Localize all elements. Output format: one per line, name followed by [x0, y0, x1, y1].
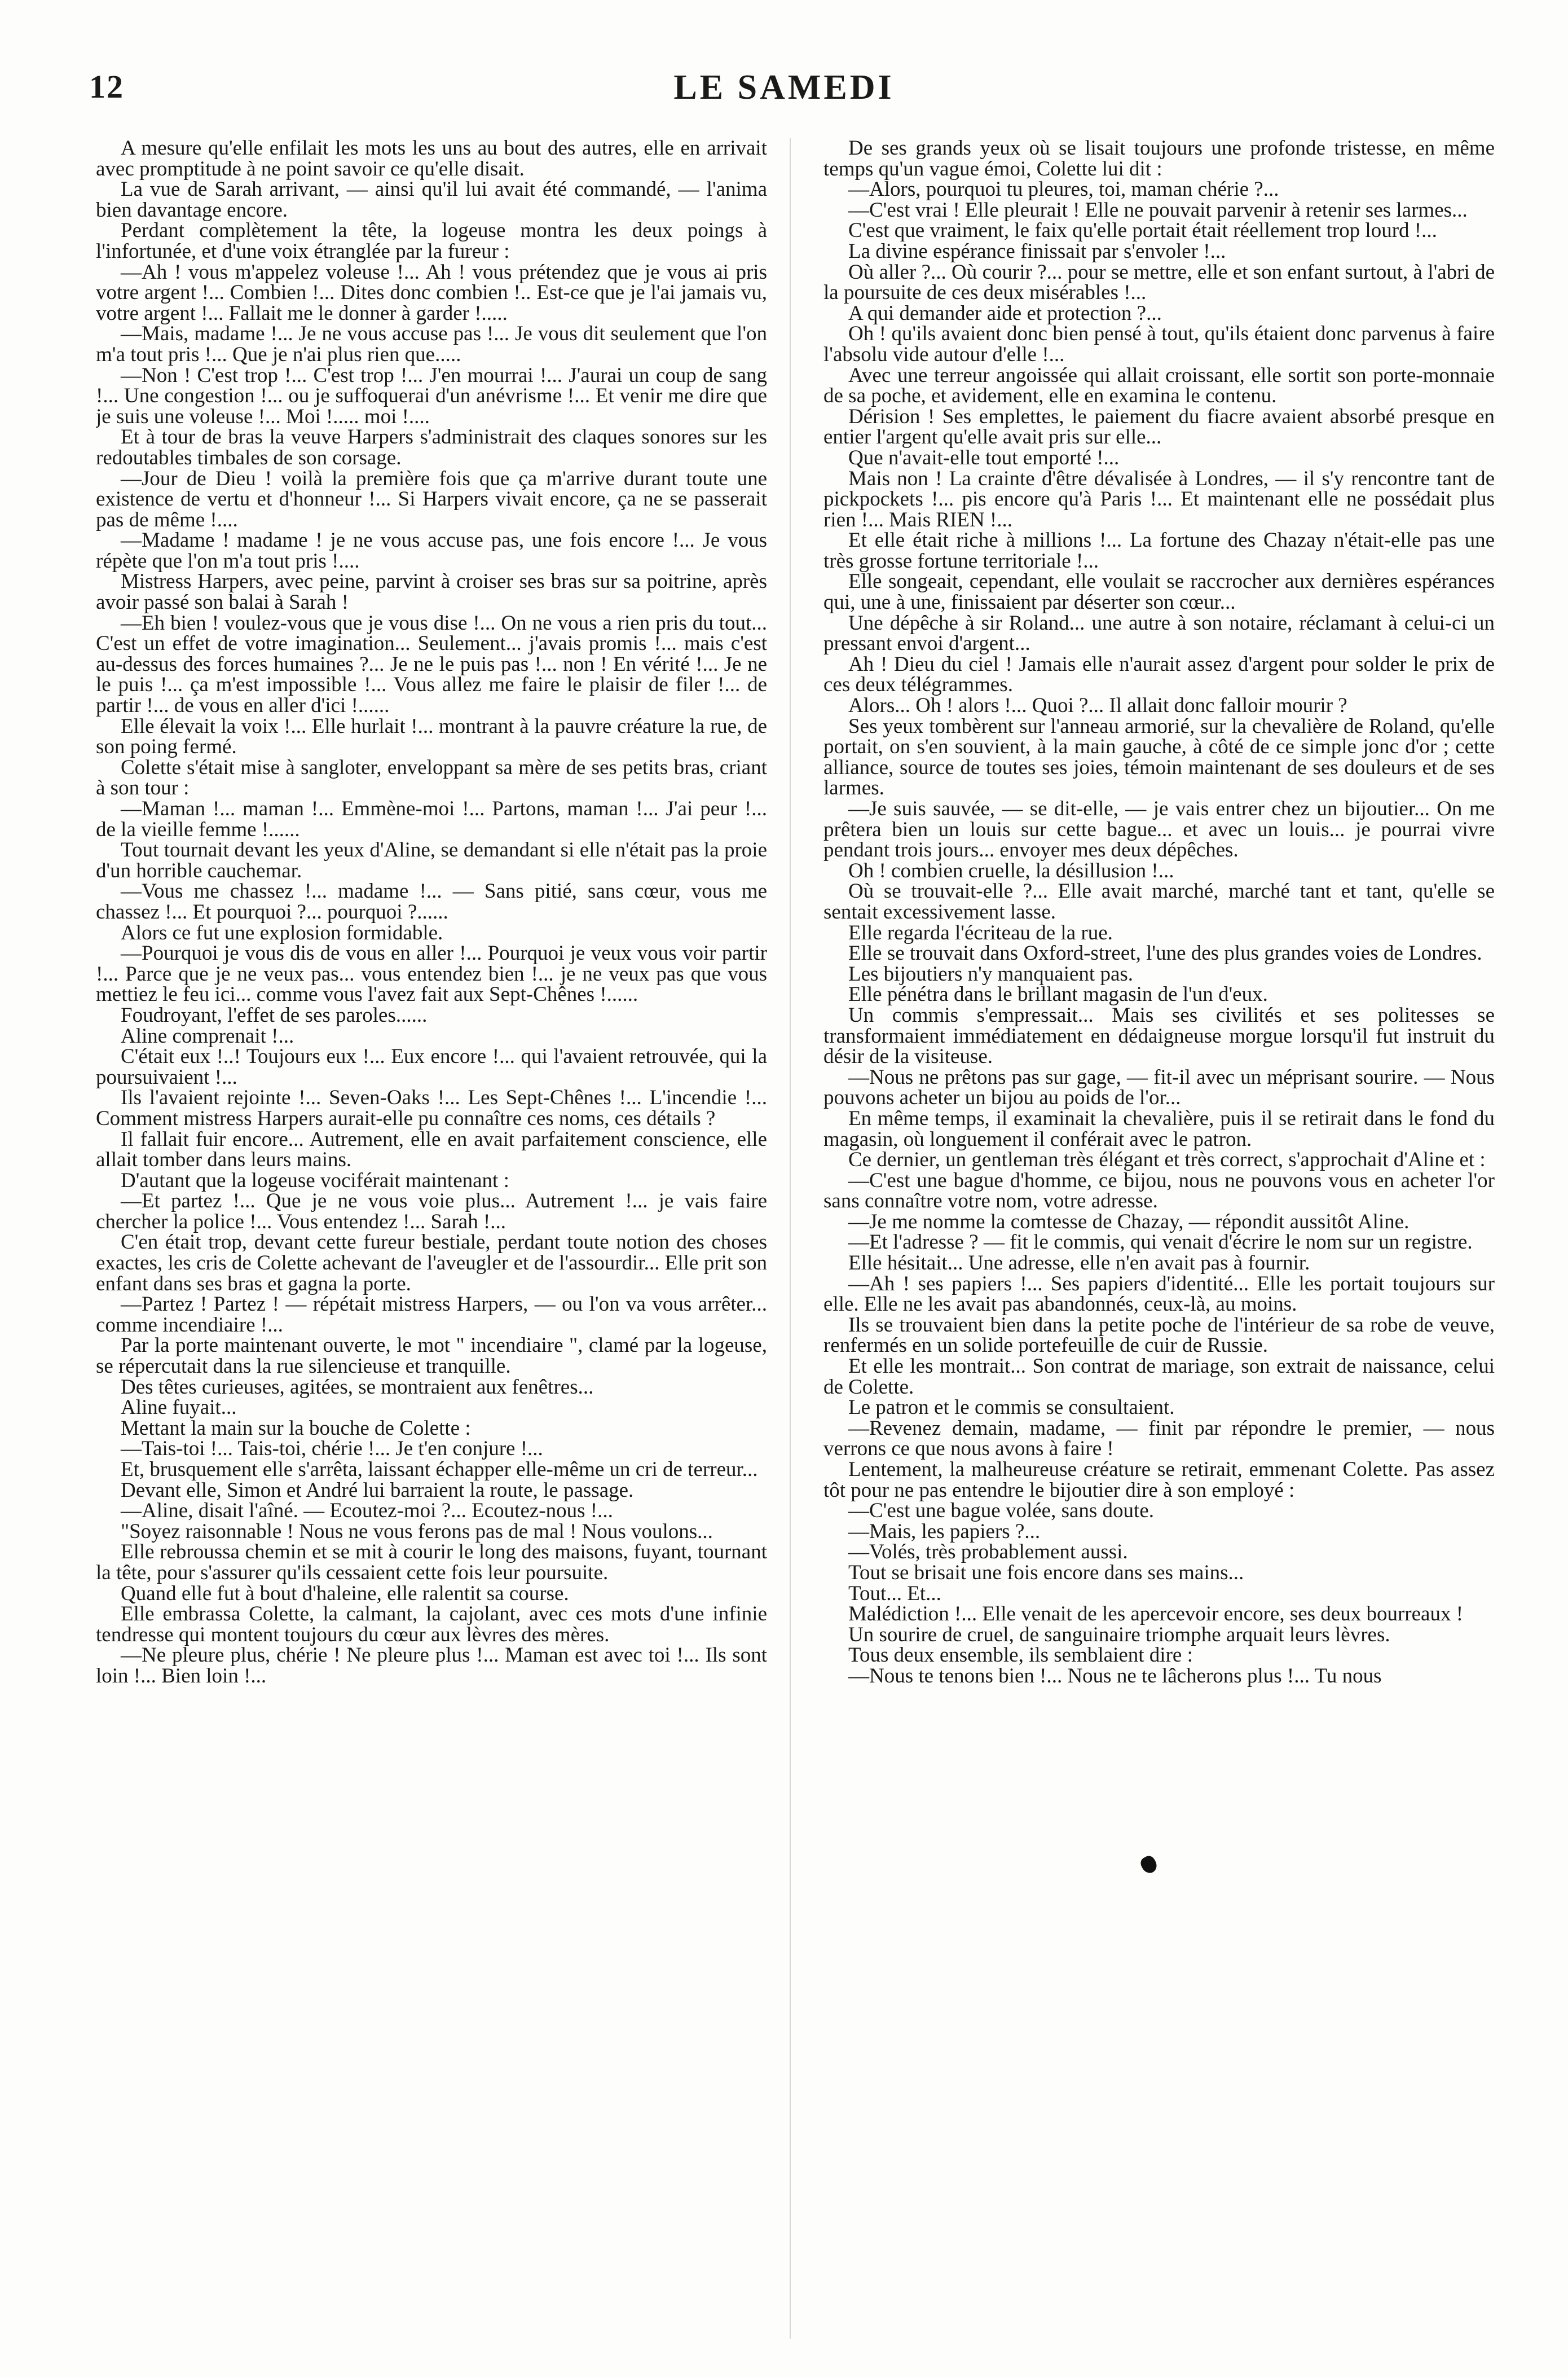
- paragraph: Ce dernier, un gentleman très élégant et très correct, s'approchait d'Aline et :: [848, 1148, 1486, 1172]
- paragraph: La vue de Sarah arrivant, — ainsi qu'il lui avait été commandé, — l'anima bien davantage encore.: [96, 178, 767, 222]
- paragraph: Elle regarda l'écriteau de la rue.: [848, 921, 1113, 944]
- paragraph: —C'est vrai ! Elle pleurait ! Elle ne pouvait parvenir à retenir ses larmes...: [848, 198, 1468, 222]
- paragraph: —Ah ! ses papiers !... Ses papiers d'identité... Elle les portait toujours sur elle. Elle ne les avait pas abandonnés, ceux-là, au moins.: [823, 1272, 1495, 1316]
- paragraph: Devant elle, Simon et André lui barraient la route, le passage.: [121, 1478, 634, 1502]
- paragraph: Avec une terreur angoissée qui allait croissant, elle sortit son porte-monnaie de sa poche, et avidement, elle en examina le contenu.: [823, 363, 1495, 408]
- paragraph: Mettant la main sur la bouche de Colette :: [121, 1416, 471, 1440]
- paragraph: —Non ! C'est trop !... C'est trop !... J'en mourrai !... J'aurai un coup de sang !... Une congestion !... ou je suffoquerai d'un anévrisme !... Et venir me dire que je suis une voleuse !... Moi !..... moi !....: [96, 363, 767, 428]
- paragraph: Lentement, la malheureuse créature se retirait, emmenant Colette. Pas assez tôt pour ne pas entendre le bijoutier dire à son employé :: [823, 1458, 1495, 1502]
- paragraph: Mistress Harpers, avec peine, parvint à croiser ses bras sur sa poitrine, après avoir passé son balai à Sarah !: [96, 570, 767, 614]
- paragraph: Un sourire de cruel, de sanguinaire triomphe arquait leurs lèvres.: [848, 1623, 1390, 1646]
- paragraph: —Ne pleure plus, chérie ! Ne pleure plus !... Maman est avec toi !... Ils sont loin !... Bien loin !...: [96, 1644, 767, 1688]
- paragraph: Elle hésitait... Une adresse, elle n'en avait pas à fournir.: [848, 1251, 1310, 1275]
- paragraph: Des têtes curieuses, agitées, se montraient aux fenêtres...: [121, 1375, 594, 1399]
- paragraph: Aline fuyait...: [121, 1396, 237, 1420]
- page-header: [0, 68, 1568, 118]
- paragraph: Une dépêche à sir Roland... une autre à son notaire, réclamant à celui-ci un pressant envoi d'argent...: [823, 611, 1495, 656]
- paragraph: —Et partez !... Que je ne vous voie plus... Autrement !... je vais faire chercher la police !... Vous entendez !... Sarah !...: [96, 1189, 767, 1233]
- paragraph: —Je suis sauvée, — se dit-elle, — je vais entrer chez un bijoutier... On me prêtera bien un louis sur cette bague... et avec un louis... je pourrai vivre pendant trois jours... envoyer mes deux dépêches.: [823, 797, 1495, 862]
- paragraph: Tout tournait devant les yeux d'Aline, se demandant si elle n'était pas la proie d'un horrible cauchemar.: [96, 838, 767, 882]
- paragraph: En même temps, il examinait la chevalière, puis il se retirait dans le fond du magasin, où longuement il conférait avec le patron.: [823, 1106, 1495, 1151]
- paragraph: Un commis s'empressait... Mais ses civilités et ses politesses se transformaient immédiatement en dédaigneuse morgue lorsqu'il fut instruit du désir de la visiteuse.: [823, 1003, 1495, 1069]
- paragraph: Oh ! combien cruelle, la désillusion !...: [848, 859, 1174, 882]
- paragraph: D'autant que la logeuse vociférait maintenant :: [121, 1168, 509, 1192]
- paragraph: Ses yeux tombèrent sur l'anneau armorié, sur la chevalière de Roland, qu'elle portait, on s'en souvient, à la main gauche, à côté de ce simple jonc d'or ; cette alliance, source de toutes ses joies, témoin maintenant de ses douleurs et de ses larmes.: [823, 714, 1495, 800]
- paragraph: —Alors, pourquoi tu pleures, toi, maman chérie ?...: [848, 178, 1279, 201]
- paragraph: La divine espérance finissait par s'envoler !...: [848, 239, 1226, 263]
- paragraph: —Revenez demain, madame, — finit par répondre le premier, — nous verrons ce que nous avons à faire !: [823, 1416, 1495, 1461]
- paragraph: —Mais, madame !... Je ne vous accuse pas !... Je vous dit seulement que l'on m'a tout pris !... Que je n'ai plus rien que.....: [96, 322, 767, 366]
- running-title: LE SAMEDI: [673, 68, 895, 107]
- paragraph: Et elle les montrait... Son contrat de mariage, son extrait de naissance, celui de Colette.: [823, 1355, 1495, 1399]
- paragraph: Où se trouvait-elle ?... Elle avait marché, marché tant et tant, qu'elle se sentait excessivement lasse.: [823, 880, 1495, 924]
- paragraph: Oh ! qu'ils avaient donc bien pensé à tout, qu'ils étaient donc parvenus à faire l'absolu vide autour d'elle !...: [823, 322, 1495, 366]
- paragraph: —Aline, disait l'aîné. — Ecoutez-moi ?... Ecoutez-nous !...: [121, 1499, 613, 1523]
- paragraph: —C'est une bague volée, sans doute.: [848, 1499, 1155, 1523]
- paragraph: C'est que vraiment, le faix qu'elle portait était réellement trop lourd !...: [848, 219, 1437, 243]
- paragraph: Elle rebroussa chemin et se mit à courir le long des maisons, fuyant, tournant la tête, pour s'assurer qu'ils cessaient cette fois leur poursuite.: [96, 1540, 767, 1584]
- page-number: 12: [89, 68, 124, 105]
- paragraph: Dérision ! Ses emplettes, le paiement du fiacre avaient absorbé presque en entier l'argent qu'elle avait pris sur elle...: [823, 405, 1495, 449]
- paragraph: —Et l'adresse ? — fit le commis, qui venait d'écrire le nom sur un registre.: [848, 1231, 1473, 1254]
- paragraph: "Soyez raisonnable ! Nous ne vous ferons pas de mal ! Nous voulons...: [121, 1519, 713, 1543]
- paragraph: —Maman !... maman !... Emmène-moi !... Partons, maman !... J'ai peur !... de la vieille femme !......: [96, 797, 767, 841]
- paragraph: Colette s'était mise à sangloter, enveloppant sa mère de ses petits bras, criant à son tour :: [96, 755, 767, 800]
- paragraph: Le patron et le commis se consultaient.: [848, 1396, 1175, 1420]
- paragraph: —Eh bien ! voulez-vous que je vous dise !... On ne vous a rien pris du tout... C'est un effet de votre imagination... Seulement... j'avais promis !... mais c'est au-dessus des forces humaines ?... Je ne le puis pas !... non ! En vérité !... Je ne le puis !... ça m'est impossible !... Vous allez me faire le plaisir de filer !... de partir !... de vous en aller d'ici !......: [96, 611, 767, 718]
- paragraph: —Partez ! Partez ! — répétait mistress Harpers, — ou l'on va vous arrêter... comme incendiaire !...: [96, 1293, 767, 1337]
- paragraph: —Madame ! madame ! je ne vous accuse pas, une fois encore !... Je vous répète que l'on m'a tout pris !....: [96, 529, 767, 573]
- paragraph: Que n'avait-elle tout emporté !...: [848, 446, 1120, 469]
- paragraph: Aline comprenait !...: [121, 1024, 294, 1048]
- paragraph: Malédiction !... Elle venait de les apercevoir encore, ses deux bourreaux !: [848, 1602, 1464, 1626]
- paragraph: —Volés, très probablement aussi.: [848, 1540, 1128, 1564]
- paragraph: Elle se trouvait dans Oxford-street, l'une des plus grandes voies de Londres.: [848, 942, 1482, 965]
- paragraph: Ils se trouvaient bien dans la petite poche de l'intérieur de sa robe de veuve, renfermés en un solide portefeuille de cuir de Russie.: [823, 1313, 1495, 1357]
- paragraph: —Nous te tenons bien !... Nous ne te lâcherons plus !... Tu nous: [848, 1664, 1382, 1688]
- column-divider: [790, 138, 791, 2339]
- paragraph: Alors... Oh ! alors !... Quoi ?... Il allait donc falloir mourir ?: [848, 694, 1347, 718]
- paragraph: —Jour de Dieu ! voilà la première fois que ça m'arrive durant toute une existence de vertu et d'honneur !... Si Harpers vivait encore, ça ne se passerait pas de même !....: [96, 467, 767, 531]
- paragraph: Ah ! Dieu du ciel ! Jamais elle n'aurait assez d'argent pour solder le prix de ces deux télégrammes.: [823, 652, 1495, 697]
- paragraph: Tous deux ensemble, ils semblaient dire :: [848, 1644, 1193, 1667]
- paragraph: —Ah ! vous m'appelez voleuse !... Ah ! vous prétendez que je vous ai pris votre argent !... Combien !... Dites donc combien !.. Est-ce que je l'ai jamais vu, votre argent !... Fallait me le donner à garder !.....: [96, 260, 767, 325]
- paragraph: Elle élevait la voix !... Elle hurlait !... montrant à la pauvre créature la rue, de son poing fermé.: [96, 714, 767, 759]
- paragraph: Foudroyant, l'effet de ses paroles......: [121, 1003, 428, 1027]
- paragraph: Et elle était riche à millions !... La fortune des Chazay n'était-elle pas une très grosse fortune territoriale !...: [823, 529, 1495, 573]
- paragraph: Où aller ?... Où courir ?... pour se mettre, elle et son enfant surtout, à l'abri de la poursuite de ces deux misérables !...: [823, 260, 1495, 305]
- paragraph: Ils l'avaient rejointe !... Seven-Oaks !... Les Sept-Chênes !... L'incendie !... Comment mistress Harpers aurait-elle pu connaître ces noms, ces détails ?: [96, 1086, 767, 1130]
- paragraph: —C'est une bague d'homme, ce bijou, nous ne pouvons vous en acheter l'or sans connaître votre nom, votre adresse.: [823, 1168, 1495, 1213]
- paragraph: Alors ce fut une explosion formidable.: [121, 921, 443, 944]
- paragraph: Tout... Et...: [848, 1581, 941, 1605]
- paragraph: —Je me nomme la comtesse de Chazay, — répondit aussitôt Aline.: [848, 1210, 1410, 1233]
- paragraph: Et à tour de bras la veuve Harpers s'administrait des claques sonores sur les redoutables timbales de son corsage.: [96, 425, 767, 469]
- paragraph: C'était eux !..! Toujours eux !... Eux encore !... qui l'avaient retrouvée, qui la poursuivaient !...: [96, 1045, 767, 1089]
- paragraph: Et, brusquement elle s'arrêta, laissant échapper elle-même un cri de terreur...: [121, 1458, 758, 1481]
- paragraph: Elle pénétra dans le brillant magasin de l'un d'eux.: [848, 983, 1268, 1007]
- paragraph: Elle embrassa Colette, la calmant, la cajolant, avec ces mots d'une infinie tendresse qui montent toujours du cœur aux lèvres des mères.: [96, 1602, 767, 1646]
- paragraph: Quand elle fut à bout d'haleine, elle ralentit sa course.: [121, 1581, 569, 1605]
- paragraph: —Nous ne prêtons pas sur gage, — fit-il avec un méprisant sourire. — Nous pouvons acheter un bijou au poids de l'or...: [823, 1065, 1495, 1110]
- paragraph: —Vous me chassez !... madame !... — Sans pitié, sans cœur, vous me chassez !... Et pourquoi ?... pourquoi ?......: [96, 880, 767, 924]
- text-column-right: [823, 138, 1495, 2350]
- paragraph: —Tais-toi !... Tais-toi, chérie !... Je t'en conjure !...: [121, 1437, 543, 1461]
- paragraph: Par la porte maintenant ouverte, le mot " incendiaire ", clamé par la logeuse, se répercutait dans la rue silencieuse et tranquille.: [96, 1334, 767, 1378]
- paragraph: A mesure qu'elle enfilait les mots les uns au bout des autres, elle en arrivait avec promptitude à ne point savoir ce qu'elle disait.: [96, 138, 767, 181]
- paragraph: Perdant complètement la tête, la logeuse montra les deux poings à l'infortunée, et d'une voix étranglée par la fureur :: [96, 219, 767, 263]
- paragraph: De ses grands yeux où se lisait toujours une profonde tristesse, en même temps qu'un vague émoi, Colette lui dit :: [823, 138, 1495, 181]
- paragraph: C'en était trop, devant cette fureur bestiale, perdant toute notion des choses exactes, les cris de Colette achevant de l'aveugler et de l'assourdir... Elle prit son enfant dans ses bras et gagna la porte.: [96, 1231, 767, 1295]
- text-column-left: [96, 138, 767, 2350]
- paragraph: Il fallait fuir encore... Autrement, elle en avait parfaitement conscience, elle allait tomber dans leurs mains.: [96, 1127, 767, 1172]
- paragraph: —Mais, les papiers ?...: [848, 1519, 1041, 1543]
- paragraph: A qui demander aide et protection ?...: [848, 301, 1162, 325]
- paragraph: Tout se brisait une fois encore dans ses mains...: [848, 1561, 1244, 1584]
- paragraph: Elle songeait, cependant, elle voulait se raccrocher aux dernières espérances qui, une à une, finissaient par déserter son cœur...: [823, 570, 1495, 614]
- paragraph: —Pourquoi je vous dis de vous en aller !... Pourquoi je veux vous voir partir !... Parce que je ne veux pas... vous entendez bien !... je ne veux pas que vous mettiez le feu ici... comme vous l'avez fait aux Sept-Chênes !......: [96, 942, 767, 1007]
- paragraph: Les bijoutiers n'y manquaient pas.: [848, 962, 1134, 986]
- paragraph: Mais non ! La crainte d'être dévalisée à Londres, — il s'y rencontre tant de pickpockets !... pis encore qu'à Paris !... Et maintenant elle ne possédait plus rien !... Mais RIEN !...: [823, 467, 1495, 531]
